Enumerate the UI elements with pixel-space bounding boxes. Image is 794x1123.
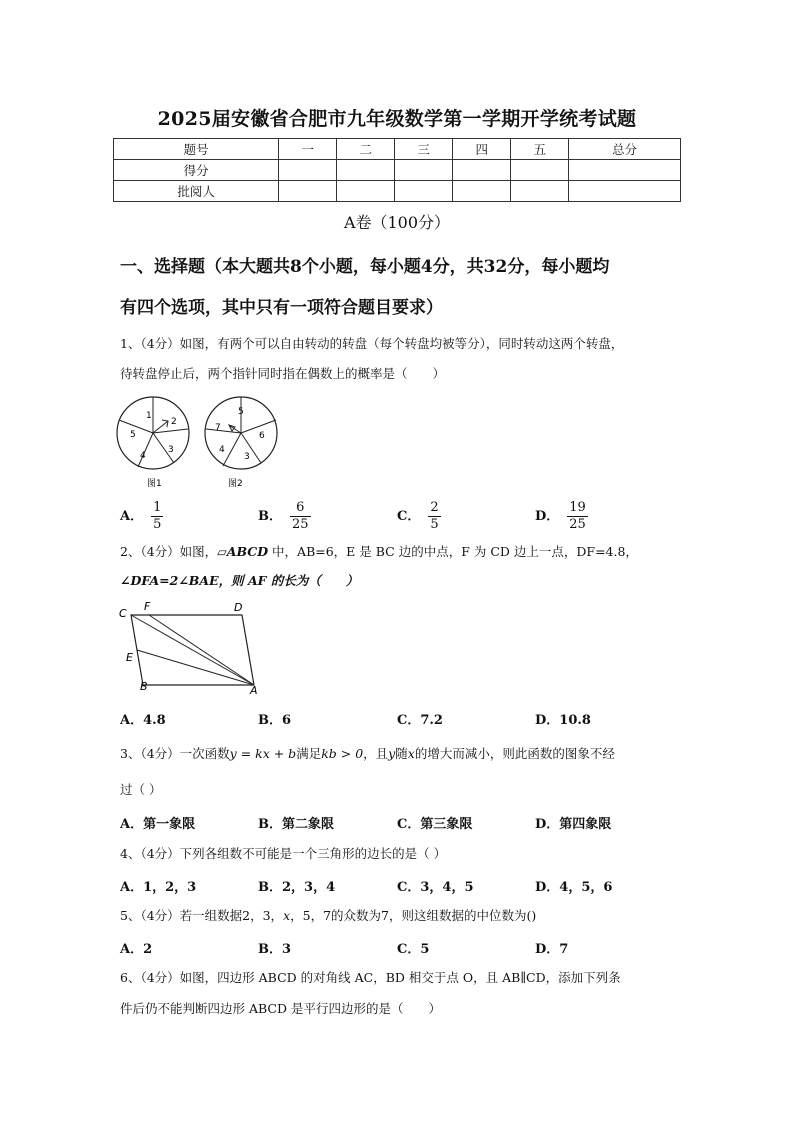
exam-title: 2025届安徽省合肥市九年级数学第一学期开学统考试题 [157, 108, 637, 130]
option-a[interactable]: A．1，2，3 [120, 880, 197, 895]
option-d[interactable]: D．10.8 [535, 713, 591, 728]
q3-text: ，且 [363, 746, 389, 761]
vertex-label: D [234, 601, 243, 614]
fraction [290, 500, 311, 533]
grader-cell[interactable] [569, 181, 681, 202]
score-cell[interactable] [453, 160, 511, 181]
spinner2-number: 6 [259, 431, 265, 441]
section-heading-line1: 一、选择题（本大题共8个小题，每小题4分，共32分，每小题均 [120, 257, 610, 277]
numerator: 1 [153, 500, 162, 515]
q2-line1 [120, 543, 690, 561]
spinner-2 [205, 397, 277, 489]
parallelogram-figure [116, 598, 266, 698]
numerator: 6 [290, 500, 311, 517]
row-label: 得分 [114, 160, 279, 181]
option-a[interactable]: A．2 [120, 942, 153, 957]
grader-cell[interactable] [395, 181, 453, 202]
q1-line1: 1、（4分）如图，有两个可以自由转动的转盘（每个转盘均被等分），同时转动这两个转盘， [120, 336, 624, 351]
spinner2-number: 7 [215, 423, 221, 433]
option-a[interactable]: A．第一象限 [120, 817, 196, 832]
vertex-label: B [140, 680, 148, 693]
spinner1-number: 5 [130, 430, 136, 440]
option-c[interactable] [397, 500, 441, 533]
spinner1-number: 2 [171, 417, 177, 427]
option-c[interactable]: C．3，4，5 [397, 880, 474, 895]
formula: y = kx + b [229, 746, 297, 761]
score-cell[interactable] [337, 160, 395, 181]
option-c[interactable]: C．第三象限 [397, 817, 473, 832]
grader-row [114, 181, 681, 202]
score-cell[interactable] [511, 160, 569, 181]
grader-cell[interactable] [453, 181, 511, 202]
numerator: 2 [430, 500, 439, 515]
q2-shape: ▱ABCD [217, 544, 269, 559]
option-d[interactable]: D．4，5，6 [535, 880, 613, 895]
header-cell: 三 [395, 139, 453, 160]
header-cell: 五 [511, 139, 569, 160]
condition: kb > 0 [321, 746, 364, 761]
option-b[interactable]: B．6 [258, 713, 292, 728]
q2-options [120, 709, 690, 729]
spinner2-number: 3 [244, 452, 250, 462]
fraction [428, 500, 440, 533]
option-b[interactable]: B．第二象限 [258, 817, 334, 832]
q3-text: 满足 [296, 746, 322, 761]
numerator: 19 [569, 500, 586, 515]
header-cell: 四 [453, 139, 511, 160]
q4-text: 4、（4分）下列各组数不可能是一个三角形的边长的是（ ） [120, 846, 447, 861]
option-d[interactable] [535, 500, 588, 533]
q3-line2: 过（ ） [120, 782, 162, 797]
option-d[interactable]: D．7 [535, 942, 569, 957]
option-c[interactable]: C．5 [397, 942, 430, 957]
grader-cell[interactable] [279, 181, 337, 202]
var-y: y [388, 746, 396, 761]
volume-label: A卷（100分） [343, 213, 451, 232]
spinner1-number: 1 [146, 411, 152, 421]
spinner1-number: 3 [168, 445, 174, 455]
section-heading-line2: 有四个选项，其中只有一项符合题目要求） [120, 298, 443, 318]
q3-text: 的增大而减小，则此函数的图象不经 [414, 746, 615, 761]
option-letter: B． [258, 509, 282, 524]
score-table-header [114, 139, 681, 160]
fraction [151, 500, 163, 533]
option-d[interactable]: D．第四象限 [535, 817, 612, 832]
q3-prefix: 3、（4分）一次函数 [120, 746, 230, 761]
vertex-label: E [126, 651, 133, 664]
fraction [567, 500, 588, 533]
q5-suffix: ，5，7的众数为7，则这组数据的中位数为() [290, 908, 537, 923]
option-b[interactable] [258, 500, 311, 533]
q3-line1 [120, 745, 690, 763]
option-letter: D． [535, 509, 560, 524]
grader-cell[interactable] [337, 181, 395, 202]
spinner2-number: 5 [238, 407, 244, 417]
header-cell: 总分 [569, 139, 681, 160]
q6-line1: 6、（4分）如图，四边形 ABCD 的对角线 AC，BD 相交于点 O，且 AB∥CD，添加下列条 [120, 970, 621, 985]
spinner1-number: 4 [140, 451, 146, 461]
row-label: 批阅人 [114, 181, 279, 202]
q5-text [120, 907, 690, 925]
var-x: x [407, 746, 415, 761]
denominator: 25 [569, 517, 586, 532]
vertex-label: F [144, 600, 151, 613]
denominator: 25 [292, 517, 309, 532]
q6-line2: 件后仍不能判断四边形 ABCD 是平行四边形的是（ ） [120, 1001, 441, 1016]
header-cell: 题号 [114, 139, 279, 160]
denominator: 5 [153, 517, 162, 532]
var-x: x [283, 908, 291, 923]
vertex-label: A [250, 684, 258, 697]
header-cell: 二 [337, 139, 395, 160]
option-b[interactable]: B．3 [258, 942, 292, 957]
score-cell[interactable] [279, 160, 337, 181]
option-a[interactable]: A．4.8 [120, 713, 166, 728]
denominator: 5 [430, 517, 439, 532]
q2-prefix: 2、（4分）如图， [120, 544, 218, 559]
q4-options [120, 876, 690, 896]
header-cell: 一 [279, 139, 337, 160]
option-c[interactable]: C．7.2 [397, 713, 443, 728]
spinner-1 [117, 397, 189, 489]
spinner2-number: 4 [219, 445, 225, 455]
figure1-caption: 图1 [147, 479, 162, 489]
q5-options [120, 938, 690, 958]
score-cell[interactable] [395, 160, 453, 181]
q3-text: 随 [395, 746, 408, 761]
score-row [114, 160, 681, 181]
q1-line2: 待转盘停止后，两个指针同时指在偶数上的概率是（ ） [120, 366, 446, 381]
q1-options [120, 500, 690, 536]
q2-rest: 中，AB=6，E 是 BC 边的中点，F 为 CD 边上一点，DF=4.8， [268, 544, 638, 559]
option-letter: A． [120, 509, 144, 524]
score-cell[interactable] [569, 160, 681, 181]
spinner-figures [116, 396, 286, 490]
q3-options [120, 813, 690, 833]
vertex-label: C [119, 607, 127, 620]
score-table [113, 138, 681, 202]
q5-prefix: 5、（4分）若一组数据2，3， [120, 908, 284, 923]
option-a[interactable] [120, 500, 163, 533]
figure2-caption: 图2 [228, 479, 243, 489]
option-letter: C． [397, 509, 421, 524]
option-b[interactable]: B．2，3，4 [258, 880, 336, 895]
q2-line2: ∠DFA=2∠BAE，则 AF 的长为（ ） [120, 573, 359, 588]
grader-cell[interactable] [511, 181, 569, 202]
